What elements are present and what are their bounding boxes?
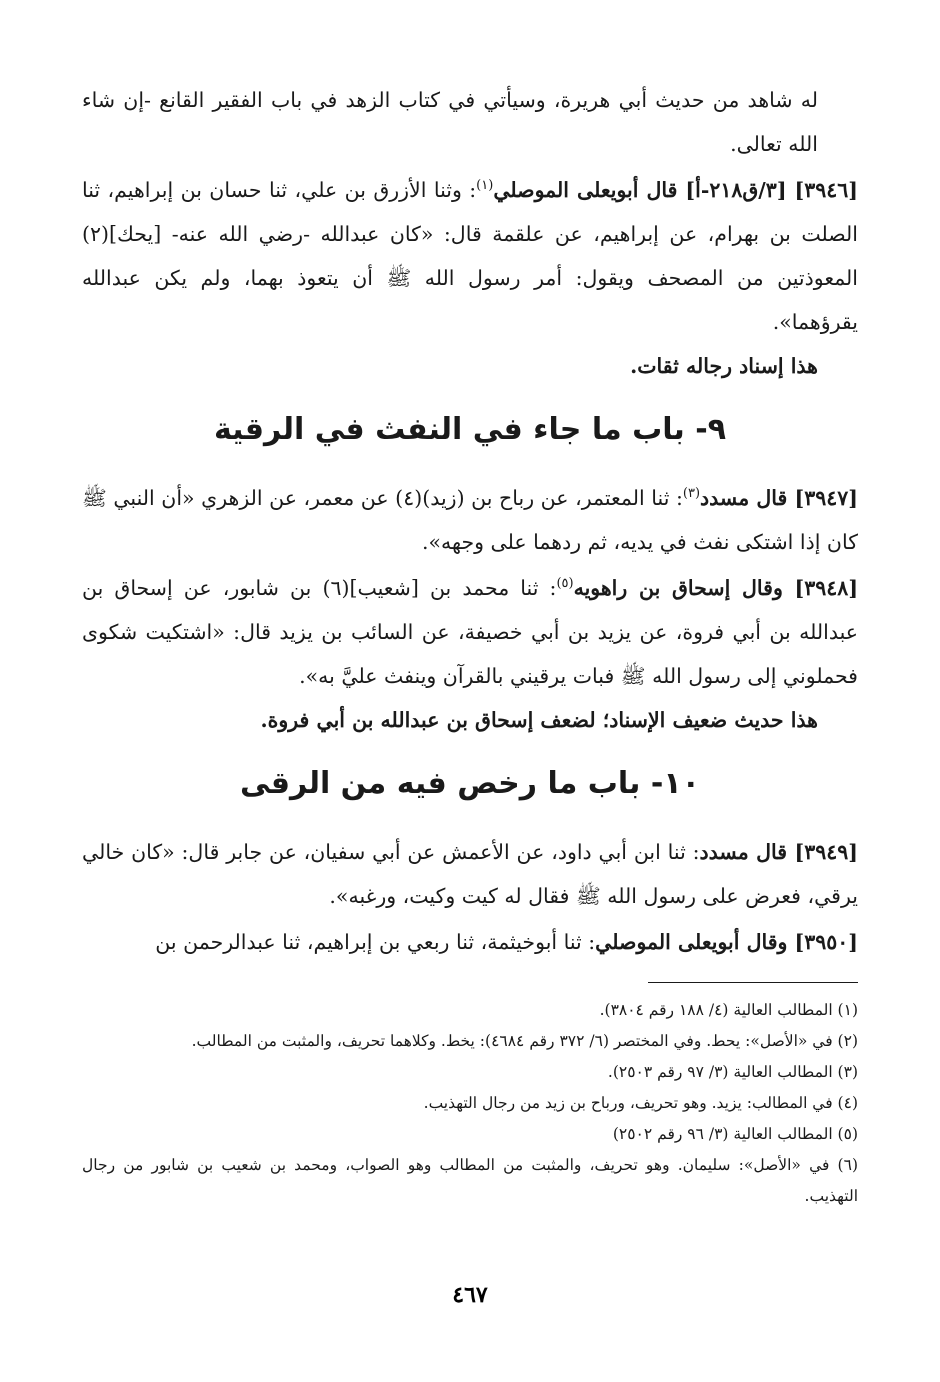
footnote-5: (٥) المطالب العالية (٣/ ٩٦ رقم ٢٥٠٢): [612, 1125, 858, 1143]
entry-lead: [٣٩٤٦] [٣/ق٢١٨-أ] قال أبويعلى الموصلي: [493, 178, 858, 202]
footnote-6: (٦) في «الأصل»: سليمان. وهو تحريف، والمثبت من المطالب وهو الصواب، ومحمد بن شعيب بن شابور من رجال التهذيب.: [82, 1156, 858, 1205]
entry-text: : وثنا الأزرق بن علي، ثنا حسان بن إبراهيم، ثنا الصلت بن بهرام، عن إبراهيم، عن علقمة قال: «كان عبدالله -رضي الله عنه- [يحك](٢) المعوذتين من المصحف ويقول: أمر رسول الله ﷺ أن يتعوذ بهما، ولم يكن عبدالله يقرؤهما».: [82, 178, 858, 334]
footnote-ref[interactable]: (٥): [556, 576, 574, 592]
entry-text: : ثنا المعتمر، عن رباح بن (زيد)(٤) عن معمر، عن الزهري «أن النبي ﷺ كان إذا اشتكى نفث في يديه، ثم ردهما على وجهه».: [82, 486, 858, 554]
entry-3950: [82, 920, 858, 964]
footnotes: [82, 995, 858, 1212]
paragraph-intro: [82, 78, 858, 166]
page-number: ٤٦٧: [452, 1282, 488, 1308]
footnote-1: (١) المطالب العالية (٤/ ١٨٨ رقم ٣٨٠٤).: [599, 1001, 858, 1019]
entry-3946: [82, 168, 858, 344]
grade-note: هذا حديث ضعيف الإسناد؛ لضعف إسحاق بن عبدالله بن أبي فروة.: [260, 708, 818, 732]
entry-text: : ثنا أبوخيثمة، ثنا ربعي بن إبراهيم، ثنا عبدالرحمن بن: [155, 930, 596, 954]
entry-lead: [٣٩٤٧] قال مسدد: [700, 486, 858, 510]
grade-note: هذا إسناد رجاله ثقات.: [630, 354, 818, 378]
footnote-divider: [648, 982, 858, 983]
entry-text: : ثنا ابن أبي داود، عن الأعمش عن أبي سفيان، عن جابر قال: «كان خالي يرقي، فعرض على رسول الله ﷺ فقال له كيت وكيت، ورغبه».: [82, 840, 858, 908]
page-body: [82, 78, 858, 1212]
section-heading-10: ١٠- باب ما رخص فيه من الرقى: [240, 766, 700, 801]
entry-3947: [82, 476, 858, 564]
paragraph-text: له شاهد من حديث أبي هريرة، وسيأتي في كتاب الزهد في باب الفقير القانع -إن شاء الله تعالى.: [82, 88, 818, 156]
footnote-4: (٤) في المطالب: يزيد. وهو تحريف، ورباح بن زيد من رجال التهذيب.: [423, 1094, 858, 1112]
entry-lead: [٣٩٤٨] وقال إسحاق بن راهويه: [573, 576, 859, 600]
footnote-ref[interactable]: (٣): [682, 486, 701, 502]
entry-3948: [82, 566, 858, 698]
entry-3949: [82, 830, 858, 918]
section-heading-9: ٩- باب ما جاء في النفث في الرقية: [213, 412, 727, 447]
entry-lead: [٣٩٥٠] وقال أبويعلى الموصلي: [595, 930, 858, 954]
main-text: [82, 78, 858, 964]
footnote-ref[interactable]: (١): [476, 178, 494, 194]
footnote-3: (٣) المطالب العالية (٣/ ٩٧ رقم ٢٥٠٣).: [607, 1063, 858, 1081]
footnote-2: (٢) في «الأصل»: يحط. وفي المختصر (٦/ ٣٧٢ رقم ٤٦٨٤): يخط. وكلاهما تحريف، والمثبت من المطالب.: [191, 1032, 858, 1050]
entry-lead: [٣٩٤٩] قال مسدد: [699, 840, 858, 864]
entry-text: : ثنا محمد بن [شعيب](٦) بن شابور، عن إسحاق بن عبدالله بن أبي فروة، عن يزيد بن أبي خصيفة، عن السائب بن يزيد قال: «اشتكيت شكوى فحملوني إلى رسول الله ﷺ فبات يرقيني بالقرآن وينفث عليَّ به».: [82, 576, 858, 688]
